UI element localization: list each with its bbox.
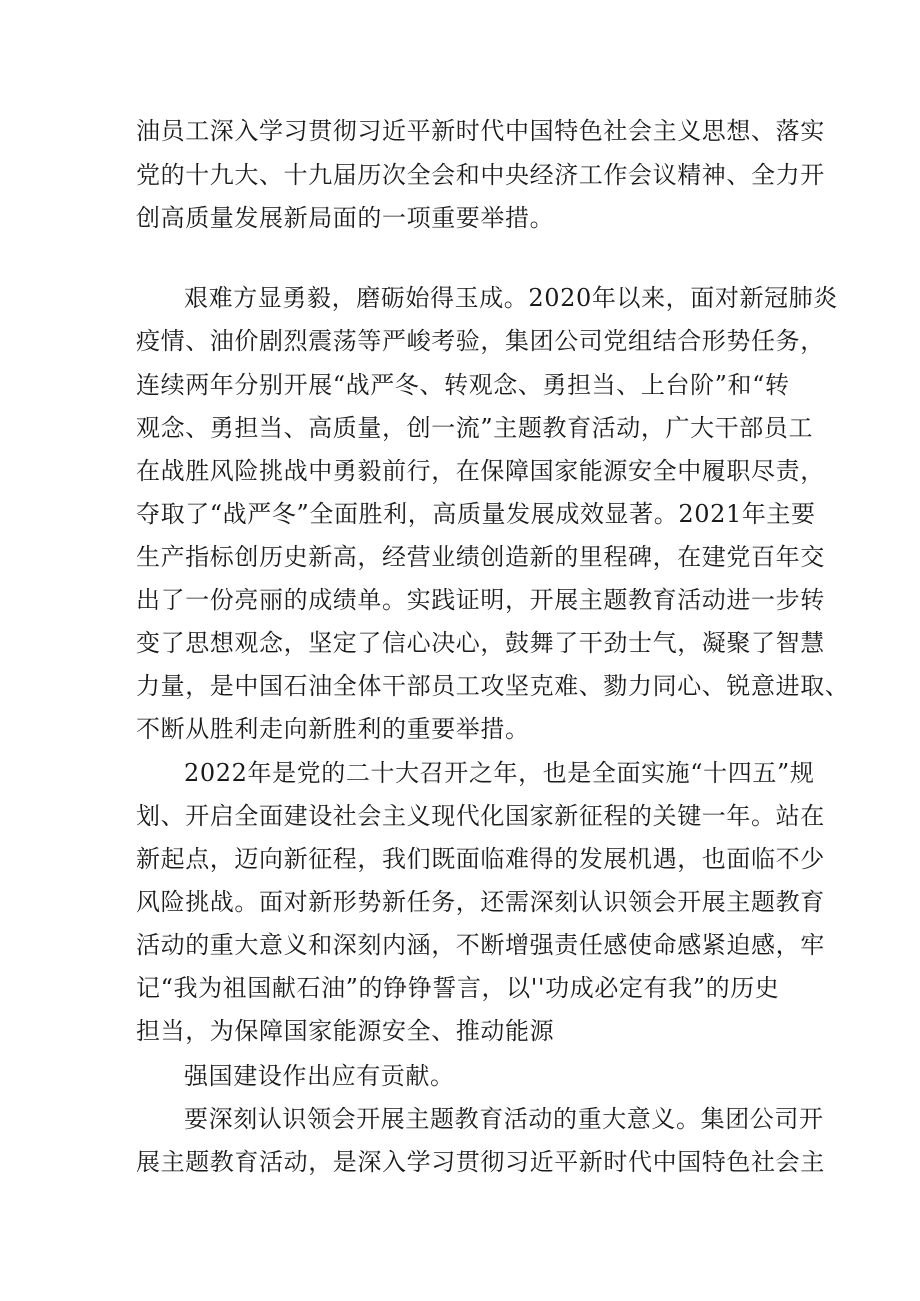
text-line: 2022年是党的二十大召开之年，也是全面实施“十四五”规 bbox=[184, 759, 815, 787]
text-line: 生产指标创历史新高，经营业绩创造新的里程碑，在建党百年交 bbox=[136, 543, 825, 571]
text-line: 活动的重大意义和深刻内涵，不断增强责任感使命感紧迫感，牢 bbox=[136, 931, 825, 959]
text-line: 夺取了“战严冬”全面胜利，高质量发展成效显著。2021年主要 bbox=[136, 500, 816, 528]
text-line: 疫情、油价剧烈震荡等严峻考验，集团公司党组结合形势任务， bbox=[136, 327, 825, 355]
text-line: 担当，为保障国家能源安全、推动能源 bbox=[136, 1017, 555, 1045]
text-line: 变了思想观念，坚定了信心决心，鼓舞了干劲士气，凝聚了智慧 bbox=[136, 629, 825, 657]
text-line: 艰难方显勇毅，磨砺始得玉成。2020年以来，面对新冠肺炎 bbox=[184, 284, 838, 312]
text-line: 风险挑战。面对新形势新任务，还需深刻认识领会开展主题教育 bbox=[136, 888, 825, 916]
text-line: 连续两年分别开展“战严冬、转观念、勇担当、上台阶”和“转 bbox=[136, 371, 790, 399]
text-line: 展主题教育活动，是深入学习贯彻习近平新时代中国特色社会主 bbox=[136, 1148, 825, 1176]
text-line: 要深刻认识领会开展主题教育活动的重大意义。集团公司开 bbox=[184, 1105, 824, 1133]
text-line: 强国建设作出应有贡献。 bbox=[184, 1062, 455, 1090]
text-line: 出了一份亮丽的成绩单。实践证明，开展主题教育活动进一步转 bbox=[136, 586, 825, 614]
text-line: 观念、勇担当、高质量，创一流”主题教育活动，广大干部员工 bbox=[136, 414, 814, 442]
text-line: 在战胜风险挑战中勇毅前行，在保障国家能源安全中履职尽责， bbox=[136, 457, 825, 485]
text-line: 力量，是中国石油全体干部员工攻坚克难、勠力同心、锐意进取、 bbox=[136, 672, 850, 700]
text-line: 记“我为祖国献石油”的铮铮誓言，以''功成必定有我”的历史 bbox=[136, 974, 780, 1002]
text-line: 油员工深入学习贯彻习近平新时代中国特色社会主义思想、落实 bbox=[136, 117, 825, 145]
text-line: 党的十九大、十九届历次全会和中央经济工作会议精神、全力开 bbox=[136, 161, 825, 189]
text-line: 划、开启全面建设社会主义现代化国家新征程的关键一年。站在 bbox=[136, 802, 825, 830]
text-line: 不断从胜利走向新胜利的重要举措。 bbox=[136, 715, 530, 743]
text-line: 新起点，迈向新征程，我们既面临难得的发展机遇，也面临不少 bbox=[136, 845, 825, 873]
text-line: 创高质量发展新局面的一项重要举措。 bbox=[136, 204, 555, 232]
